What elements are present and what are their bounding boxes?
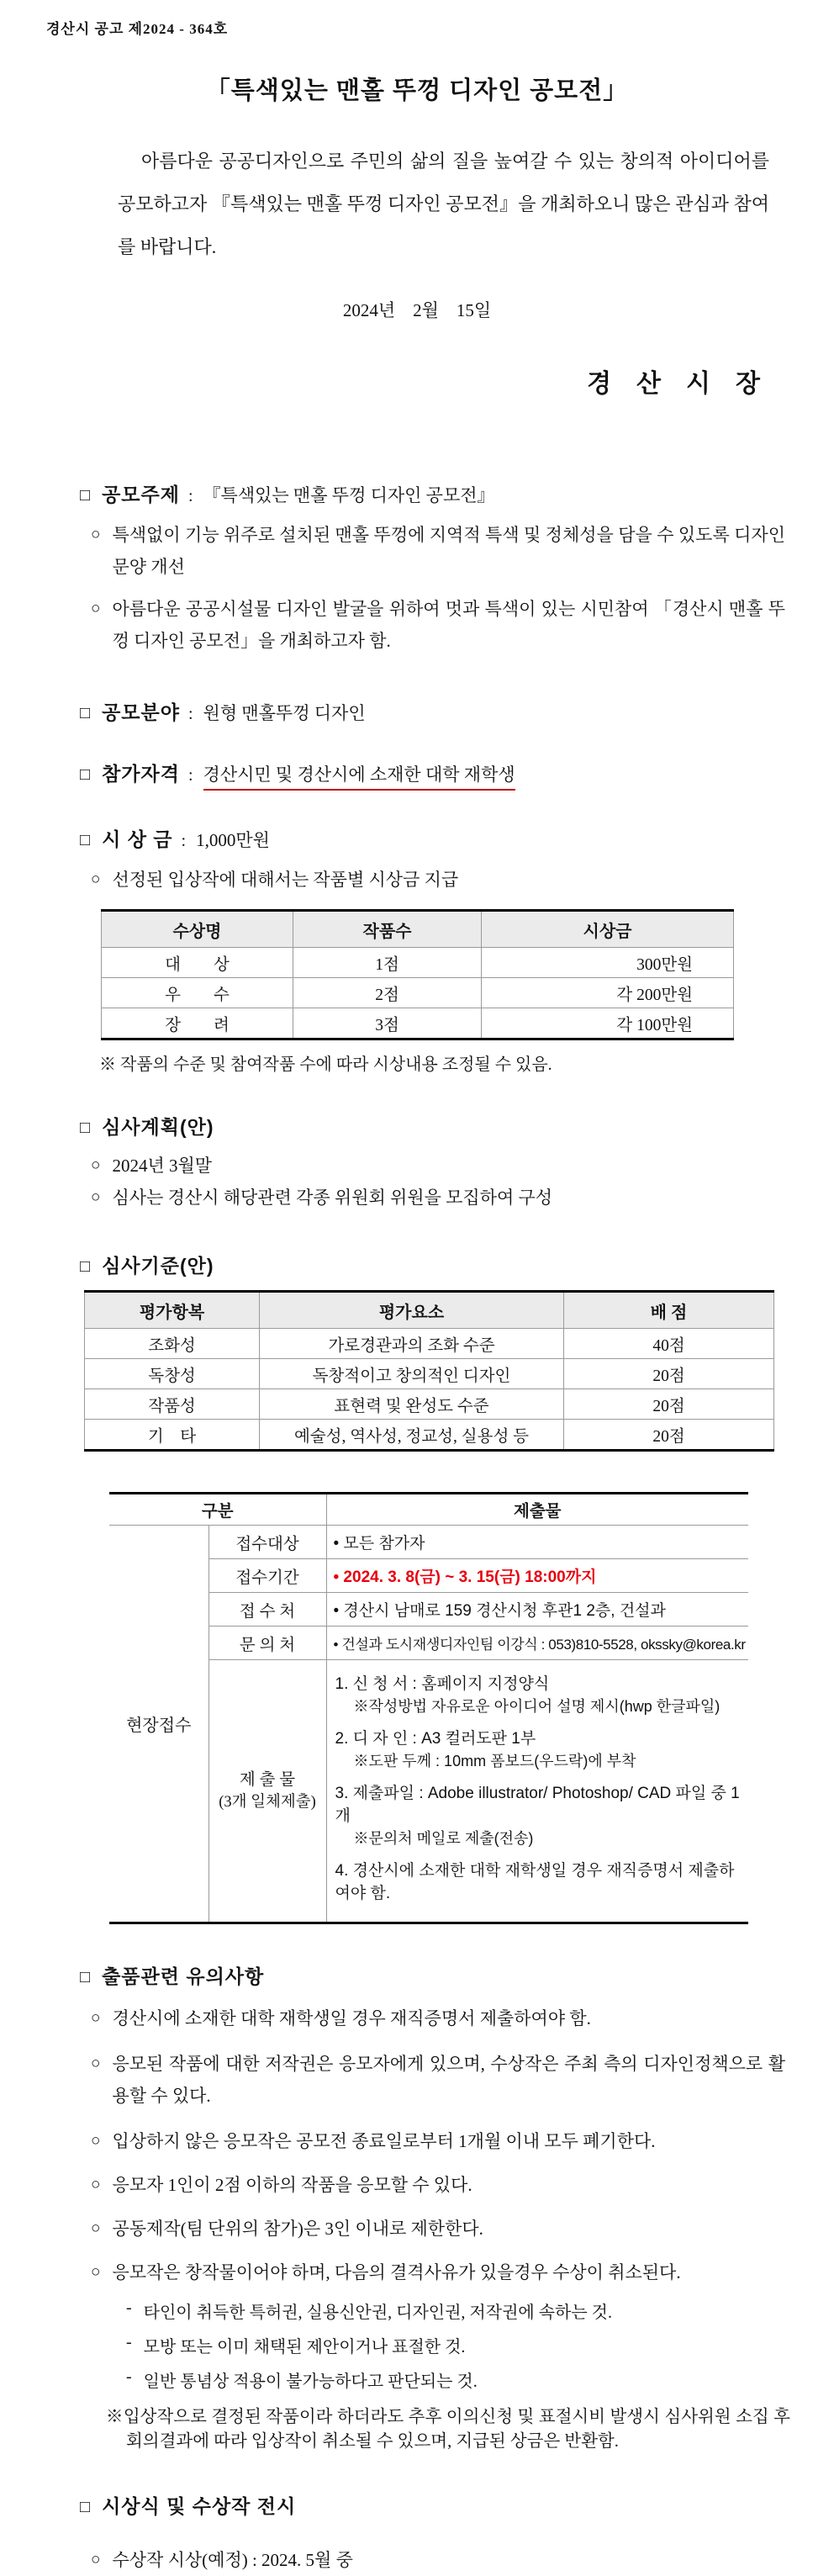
submit-item-main: 1. 신 청 서 : 홈페이지 지정양식 [335, 1675, 550, 1693]
square-marker-icon: □ [80, 1257, 91, 1276]
precaution-bullet-6 [91, 2256, 785, 2288]
bullet-text: 경산시에 소재한 대학 재학생일 경우 재직증명서 제출하여야 함. [112, 2008, 591, 2029]
submit-label-line1: 제 출 물 [239, 1770, 296, 1789]
submission-table [109, 1492, 748, 1924]
section-precautions-label: 출품관련 유의사항 [102, 1965, 265, 1987]
col-header-eval-factor: 평가요소 [260, 1292, 564, 1329]
bullet-text: 심사는 경산시 해당관련 각종 위원회 위원을 모집하여 구성 [112, 1187, 553, 1208]
col-header-prize-money: 시상금 [482, 911, 734, 948]
circle-marker-icon: ○ [91, 2176, 101, 2193]
colon: : [181, 832, 187, 850]
criteria-table-header-row [85, 1292, 774, 1329]
work-count: 2점 [293, 978, 482, 1008]
row-label: 접수기간 [208, 1559, 326, 1593]
submit-item [335, 1727, 744, 1772]
eval-item: 작품성 [85, 1389, 260, 1420]
prize-bullet [91, 864, 785, 896]
section-eligibility-value: 경산시민 및 경산시에 소재한 대학 재학생 [203, 761, 515, 791]
table-row [85, 1359, 774, 1389]
square-marker-icon: □ [80, 1968, 91, 1986]
section-prize-label: 시 상 금 [102, 828, 173, 850]
intro-paragraph: 아름다운 공공디자인으로 주민의 삶의 질을 높여갈 수 있는 창의적 아이디어를 공모하고자 『특색있는 맨홀 뚜껑 디자인 공모전』을 개최하오니 많은 관심과 참여를 바랍니다. [118, 151, 769, 257]
work-count: 1점 [293, 948, 482, 978]
bullet-text: 응모자 1인이 2점 이하의 작품을 응모할 수 있다. [112, 2175, 472, 2195]
mayor-signature: 경 산 시 장 [587, 370, 760, 398]
row-label: 문 의 처 [208, 1627, 326, 1660]
eval-item: 조화성 [85, 1329, 260, 1359]
section-prize-value: 1,000만원 [196, 830, 270, 850]
circle-marker-icon: ○ [91, 2219, 101, 2237]
submit-label-line2: (3개 일체제출) [219, 1793, 316, 1811]
square-marker-icon: □ [80, 1119, 91, 1137]
dash-marker-icon: - [126, 2333, 132, 2351]
section-judging-plan-label: 심사계획(안) [102, 1116, 214, 1138]
colon: : [187, 487, 193, 505]
circle-marker-icon: ○ [91, 1188, 101, 1206]
dash-text: 타인이 취득한 특허권, 실용신안권, 디자인권, 저작권에 속하는 것. [143, 2304, 612, 2322]
section-judging-plan [80, 1112, 834, 1140]
eval-factor: 가로경관과의 조화 수준 [260, 1329, 564, 1359]
judging-plan-bullet-2 [91, 1182, 785, 1214]
submit-item-main: 4. 경산시에 소재한 대학 재학생일 경우 재직증명서 제출하여야 함. [335, 1862, 735, 1902]
eval-factor: 표현력 및 완성도 수준 [260, 1389, 564, 1420]
col-header-category: 구분 [109, 1494, 326, 1526]
table-row [102, 978, 734, 1008]
prize-money: 각 200만원 [482, 978, 734, 1008]
disqualification-item-1 [126, 2298, 834, 2323]
square-marker-icon: □ [80, 704, 91, 722]
prize-money: 각 100만원 [482, 1008, 734, 1039]
precaution-bullet-1 [91, 2002, 785, 2034]
row-content-deadline: • 2024. 3. 8(금) ~ 3. 15(금) 18:00까지 [326, 1559, 748, 1593]
disqualification-item-2 [126, 2333, 834, 2357]
precaution-bullet-5 [91, 2213, 785, 2245]
award-name: 대 상 [102, 948, 293, 978]
section-subject [80, 479, 834, 507]
section-field [80, 697, 834, 725]
submit-item-main: 2. 디 자 인 : A3 컬러도판 1부 [335, 1730, 536, 1748]
bullet-text: 특색없이 기능 위주로 설치된 맨홀 뚜껑에 지역적 특색 및 정체성을 담을 수 있도록 디자인 문양 개선 [112, 525, 785, 577]
submission-table-header-row [109, 1494, 748, 1526]
circle-marker-icon: ○ [91, 1156, 101, 1174]
work-count: 3점 [293, 1008, 482, 1039]
section-prize [80, 824, 834, 852]
points: 20점 [564, 1389, 774, 1420]
square-marker-icon: □ [80, 486, 91, 505]
section-ceremony [80, 2491, 834, 2519]
prize-money: 300만원 [482, 948, 734, 978]
circle-marker-icon: ○ [91, 600, 101, 617]
submit-item [335, 1782, 744, 1849]
points: 20점 [564, 1420, 774, 1451]
award-name: 장 려 [102, 1008, 293, 1039]
section-precautions [80, 1961, 834, 1989]
row-content-contact: • 건설과 도시재생디자인팀 이강식 : 053)810-5528, okssky@korea.kr [326, 1627, 748, 1660]
section-judging-criteria [80, 1251, 834, 1278]
dash-marker-icon: - [126, 2298, 132, 2317]
bullet-text: 선정된 입상작에 대해서는 작품별 시상금 지급 [112, 870, 459, 890]
row-label-submissions [208, 1660, 326, 1923]
table-row [109, 1526, 748, 1559]
col-header-submissions: 제출물 [326, 1494, 748, 1526]
dash-marker-icon: - [126, 2367, 132, 2386]
circle-marker-icon: ○ [91, 870, 101, 888]
ceremony-bullet [91, 2544, 785, 2576]
award-name: 우 수 [102, 978, 293, 1008]
dash-text: 일반 통념상 적용이 불가능하다고 판단되는 것. [143, 2372, 478, 2391]
subject-bullet-2 [91, 593, 785, 657]
prize-note: ※ 작품의 수준 및 참여작품 수에 따라 시상내용 조정될 수 있음. [99, 1055, 552, 1074]
square-marker-icon: □ [80, 2498, 91, 2516]
section-judging-criteria-label: 심사기준(안) [102, 1255, 214, 1277]
precaution-bullet-3 [91, 2125, 785, 2157]
table-row [102, 1008, 734, 1039]
bullet-text: 아름다운 공공시설물 디자인 발굴을 위하여 멋과 특색이 있는 시민참여 「경산시 맨홀 뚜껑 디자인 공모전」을 개최하고자 함. [112, 599, 785, 651]
row-label: 접수대상 [208, 1526, 326, 1559]
cancellation-note: ※입상작으로 결정된 작품이라 하더라도 추후 이의신청 및 표절시비 발생시 심사위원 소집 후 회의결과에 따라 입상작이 취소될 수 있으며, 지급된 상금은 반환함. [106, 2408, 790, 2451]
row-content: • 경산시 남매로 159 경산시청 후관1 2층, 건설과 [326, 1593, 748, 1627]
page-title: 「특색있는 맨홀 뚜껑 디자인 공모전」 [205, 77, 629, 104]
section-eligibility-label: 참가자격 [102, 763, 180, 785]
row-content: • 모든 참가자 [326, 1526, 748, 1559]
circle-marker-icon: ○ [91, 2551, 101, 2568]
receipt-type-cell: 현장접수 [109, 1526, 208, 1923]
notice-date: 2024년 2월 15일 [342, 300, 492, 320]
col-header-eval-item: 평가항복 [85, 1292, 260, 1329]
square-marker-icon: □ [80, 765, 91, 784]
bullet-text: 응모작은 창작물이어야 하며, 다음의 결격사유가 있을경우 수상이 취소된다. [112, 2262, 681, 2282]
table-row [85, 1420, 774, 1451]
bullet-text: 수상작 시상(예정) : 2024. 5월 중 [112, 2550, 353, 2570]
section-eligibility [80, 759, 834, 791]
circle-marker-icon: ○ [91, 2055, 101, 2072]
prize-table-header-row [102, 911, 734, 948]
criteria-table [84, 1290, 774, 1452]
bullet-text: 입상하지 않은 응모작은 공모전 종료일로부터 1개월 이내 모두 폐기한다. [112, 2131, 656, 2151]
eval-factor: 예술성, 역사성, 정교성, 실용성 등 [260, 1420, 564, 1451]
submit-item-note: ※문의처 메일로 제출(전송) [353, 1830, 534, 1847]
submit-items [334, 1662, 746, 1920]
doc-number: 경산시 공고 제2024 - 364호 [46, 21, 229, 37]
colon: : [187, 766, 193, 785]
section-field-label: 공모분야 [102, 701, 180, 723]
bullet-text: 2024년 3월말 [112, 1156, 213, 1176]
circle-marker-icon: ○ [91, 2009, 101, 2027]
section-subject-value: 『특색있는 맨홀 뚜껑 디자인 공모전』 [203, 485, 495, 505]
circle-marker-icon: ○ [91, 526, 101, 543]
row-label: 접 수 처 [208, 1593, 326, 1627]
colon: : [187, 705, 193, 723]
submit-items-cell [326, 1660, 748, 1923]
table-row [85, 1389, 774, 1420]
col-header-work-count: 작품수 [293, 911, 482, 948]
eval-item: 기 타 [85, 1420, 260, 1451]
points: 20점 [564, 1359, 774, 1389]
subject-bullet-1 [91, 519, 785, 583]
square-marker-icon: □ [80, 831, 91, 849]
judging-plan-bullet-1 [91, 1150, 785, 1182]
circle-marker-icon: ○ [91, 2132, 101, 2150]
section-subject-label: 공모주제 [102, 484, 180, 505]
circle-marker-icon: ○ [91, 2263, 101, 2281]
table-row [102, 948, 734, 978]
submit-item [335, 1673, 744, 1717]
eval-item: 독창성 [85, 1359, 260, 1389]
table-row [85, 1329, 774, 1359]
eval-factor: 독창적이고 창의적인 디자인 [260, 1359, 564, 1389]
precaution-bullet-4 [91, 2169, 785, 2201]
col-header-points: 배 점 [564, 1292, 774, 1329]
col-header-award-name: 수상명 [102, 911, 293, 948]
submit-item-main: 3. 제출파일 : Adobe illustrator/ Photoshop/ CAD 파일 중 1개 [335, 1785, 740, 1825]
section-field-value: 원형 맨홀뚜껑 디자인 [203, 703, 366, 723]
points: 40점 [564, 1329, 774, 1359]
bullet-text: 공동제작(팀 단위의 참가)은 3인 이내로 제한한다. [112, 2219, 483, 2239]
prize-table [101, 909, 734, 1040]
disqualification-item-3 [126, 2367, 834, 2392]
dash-text: 모방 또는 이미 채택된 제안이거나 표절한 것. [143, 2338, 466, 2356]
submit-item-note: ※작성방법 자유로운 아이디어 설명 제시(hwp 한글파일) [353, 1698, 721, 1715]
section-ceremony-label: 시상식 및 수상작 전시 [102, 2495, 297, 2517]
submit-item-note: ※도판 두께 : 10mm 폼보드(우드락)에 부착 [353, 1753, 636, 1769]
bullet-text: 응모된 작품에 대한 저작권은 응모자에게 있으며, 수상작은 주최 측의 디자인정책으로 활용할 수 있다. [112, 2054, 785, 2106]
submit-item [335, 1859, 744, 1905]
precaution-bullet-2 [91, 2048, 785, 2112]
